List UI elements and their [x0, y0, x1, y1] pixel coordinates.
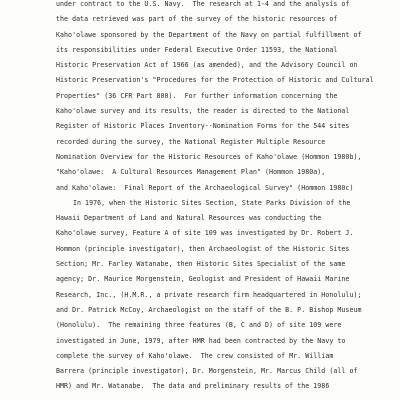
text-line: Properties" (36 CFR Part 800). For further information concerning the	[56, 91, 338, 100]
paragraph-2	[56, 196, 396, 395]
text-line: Kaho'olawe survey, Feature A of site 109 was investigated by Dr. Robert J.	[56, 229, 354, 238]
paragraph-1	[56, 0, 396, 196]
text-line: Historic Preservation's "Procedures for the Protection of Historic and Cultural	[56, 76, 374, 85]
text-line: and Kaho'olawe: Final Report of the Archaeological Survey" (Hommon 1980c)	[56, 183, 354, 192]
text-line: under contract to the U.S. Navy. The research at 1-4 and the analysis of	[56, 0, 350, 8]
text-line: its responsibilities under Federal Executive Order 11593, the National	[56, 45, 338, 54]
text-line: Hawaii Department of Land and Natural Resources was conducting the	[56, 214, 322, 223]
text-line: and Dr. Patrick McCoy, Archaeologist on the staff of the B. P. Bishop Museum	[56, 305, 362, 314]
typed-text-body	[56, 0, 396, 395]
text-line: Hommon (principle investigator), then Archaeologist of the Historic Sites	[56, 244, 350, 253]
text-line: agency; Dr. Maurice Morgenstein, Geologist and President of Hawaii Marine	[56, 275, 350, 284]
text-line: Historic Preservation Act of 1966 (as amended), and the Advisory Council on	[56, 61, 358, 70]
text-line: In 1976, when the Historic Sites Section, State Parks Division of the	[73, 198, 351, 207]
text-line: complete the survey of Kaho'olawe. The crew consisted of Mr. William	[56, 351, 334, 360]
text-line: Kaho'olawe sponsored by the Department of the Navy on partial fulfillment of	[56, 30, 362, 39]
text-line: Register of Historic Places Inventory--Nomination Forms for the 544 sites	[56, 122, 350, 131]
text-line: Research, Inc., (H.M.R., a private research firm headquartered in Honolulu);	[56, 290, 362, 299]
text-line: Kaho'olawe survey and its results, the reader is directed to the National	[56, 107, 350, 116]
text-line: Nomination Overview for the Historic Resources of Kaho'olawe (Hommon 1980b),	[56, 152, 362, 161]
text-line: investigated in June, 1979, after HMR had been contracted by the Navy to	[56, 336, 346, 345]
text-line: HMR) and Mr. Watanabe. The data and preliminary results of the 1986	[56, 382, 330, 391]
text-line: recorded during the survey, the National Register Multiple Resource	[56, 137, 326, 146]
text-line: Section; Mr. Farley Watanabe, then Historic Sites Specialist of the same	[56, 260, 346, 269]
text-line: (Honolulu). The remaining three features (B, C and D) of site 109 were	[56, 321, 342, 330]
text-line: Barrera (principle investigator), Dr. Morgenstein, Mr. Marcus Child (all of	[56, 367, 358, 376]
text-line: the data retrieved was part of the survey of the historic resources of	[56, 15, 338, 24]
text-line: "Kaho'olawe: A Cultural Resources Management Plan" (Hommon 1980a),	[56, 168, 326, 177]
